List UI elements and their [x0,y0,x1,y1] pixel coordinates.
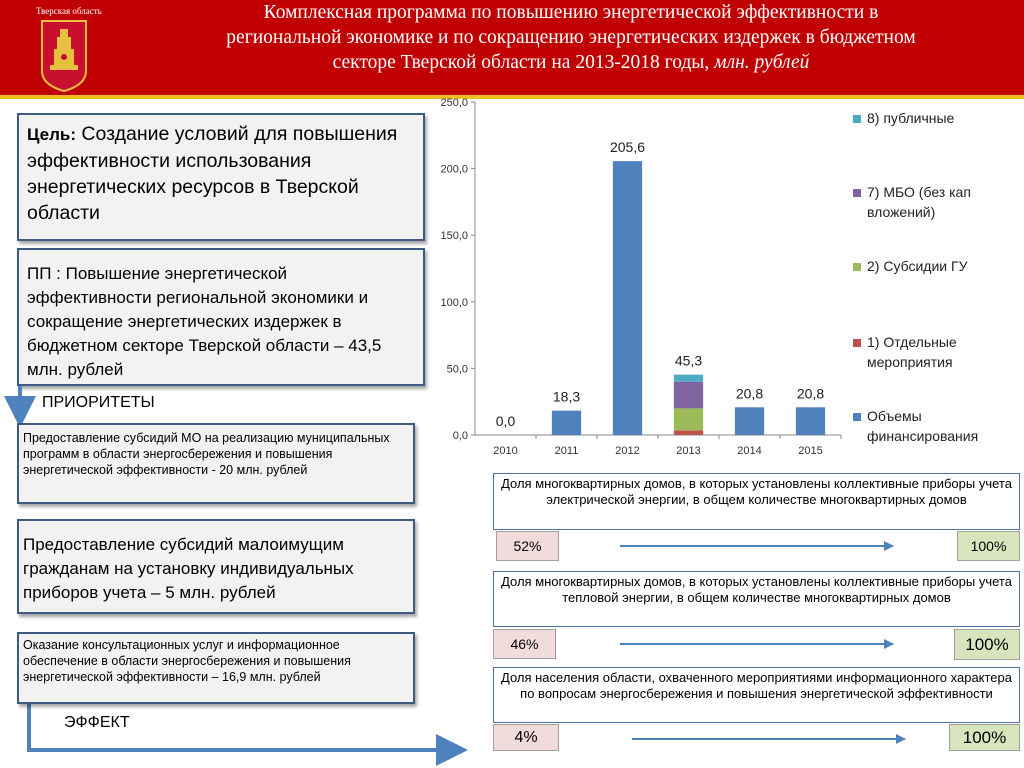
data-label: 20,8 [735,385,764,402]
legend-label-line2: финансирования [867,428,979,444]
page-title [118,0,1024,75]
indicator-2-text: Доля многоквартирных домов, в которых установлены коллективные приборы учета тепловой энергии, в общем количестве многоквартирных домов [493,571,1020,627]
goal-label: Цель: [27,125,76,144]
priority-2-text: Предоставление субсидий малоимущим гражданам на установку индивидуальных приборов учета – 5 млн. рублей [23,535,354,602]
funding-chart-svg [425,96,1024,466]
title-line-3-text: секторе Тверской области на 2013-2018 годы, [332,52,710,73]
x-tick-label: 2014 [737,445,762,457]
title-line-1: Комплексная программа по повышению энергетической эффективности в [263,2,879,23]
priority-box-1 [17,423,415,504]
indicator-3-from: 4% [493,724,559,751]
indicator-1-to: 100% [957,531,1020,561]
bar-segment [674,375,703,382]
title-units: млн. рублей [714,52,810,73]
funding-chart [425,96,1024,466]
indicator-2-to: 100% [954,629,1020,660]
legend-label: 1) Отдельные [867,334,957,350]
indicator-3-text: Доля населения области, охваченного мероприятиями информационного характера по вопросам энергосбережения и повышения энергетической эффективности [493,667,1020,723]
indicator-1-from: 52% [496,531,559,561]
legend-label: 2) Субсидии ГУ [867,258,968,274]
y-tick-label: 150,0 [440,230,468,243]
legend-label: Объемы [867,408,922,424]
effect-label: ЭФФЕКТ [64,714,130,731]
data-label: 18,3 [552,388,581,405]
x-tick-label: 2010 [493,445,518,457]
priority-3-text: Оказание консультационных услуг и информационное обеспечение в области энергосбережения и повышения энергетической эффективности – 16,9 млн. рублей [23,638,351,684]
title-line-2: региональной экономике и по сокращению энергетических издержек в бюджетном [226,27,916,48]
bar-segment [735,407,764,435]
legend-swatch [853,263,861,271]
legend-swatch [853,413,861,421]
y-tick-label: 200,0 [440,163,468,176]
bar-segment [674,430,703,435]
title-line-3 [118,50,1024,75]
y-tick-label: 0,0 [452,430,468,442]
legend-swatch [853,189,861,197]
x-tick-label: 2011 [554,445,579,457]
legend-swatch [853,115,861,123]
data-label: 20,8 [796,385,825,402]
data-label: 45,3 [674,352,703,369]
y-tick-label: 50,0 [446,363,468,376]
priority-1-text: Предоставление субсидий МО на реализацию муниципальных программ в области энергосбережения и повышения энергетической эффективности - 20 млн. рублей [23,431,390,477]
x-tick-label: 2012 [615,445,640,457]
indicator-2-from: 46% [493,629,556,659]
goal-box [17,113,425,241]
bar-segment [613,161,642,435]
subprogram-text: ПП : Повышение энергетической эффективности региональной экономики и сокращение энергетических издержек в бюджетном секторе Тверской области – 43,5 млн. рублей [27,264,382,379]
data-label: 0,0 [495,413,516,429]
region-label: Тверская область [36,6,102,16]
x-tick-label: 2015 [798,445,823,457]
legend-label-line2: вложений) [867,204,936,220]
bar-segment [674,382,703,409]
subprogram-box [17,248,425,386]
legend-label: 8) публичные [867,110,955,126]
bar-segment [796,407,825,435]
indicator-3-to: 100% [949,724,1020,751]
priority-box-2 [17,519,415,614]
bar-segment [552,411,581,435]
x-tick-label: 2013 [676,445,701,457]
indicator-1-text: Доля многоквартирных домов, в которых установлены коллективные приборы учета электрической энергии, в общем количестве многоквартирных домов [493,473,1020,530]
y-tick-label: 100,0 [440,296,468,309]
data-label: 205,6 [609,139,646,156]
coat-of-arms-icon [40,19,88,93]
legend-label-line2: мероприятия [867,354,953,370]
priority-box-3 [17,632,415,704]
legend-label: 7) МБО (без кап [867,184,971,200]
bar-segment [674,408,703,430]
legend-swatch [853,339,861,347]
y-tick-label: 250,0 [440,97,468,109]
priorities-label: ПРИОРИТЕТЫ [42,394,155,411]
goal-text: Создание условий для повышения эффективности использования энергетических ресурсов в Тверской области [27,123,398,224]
